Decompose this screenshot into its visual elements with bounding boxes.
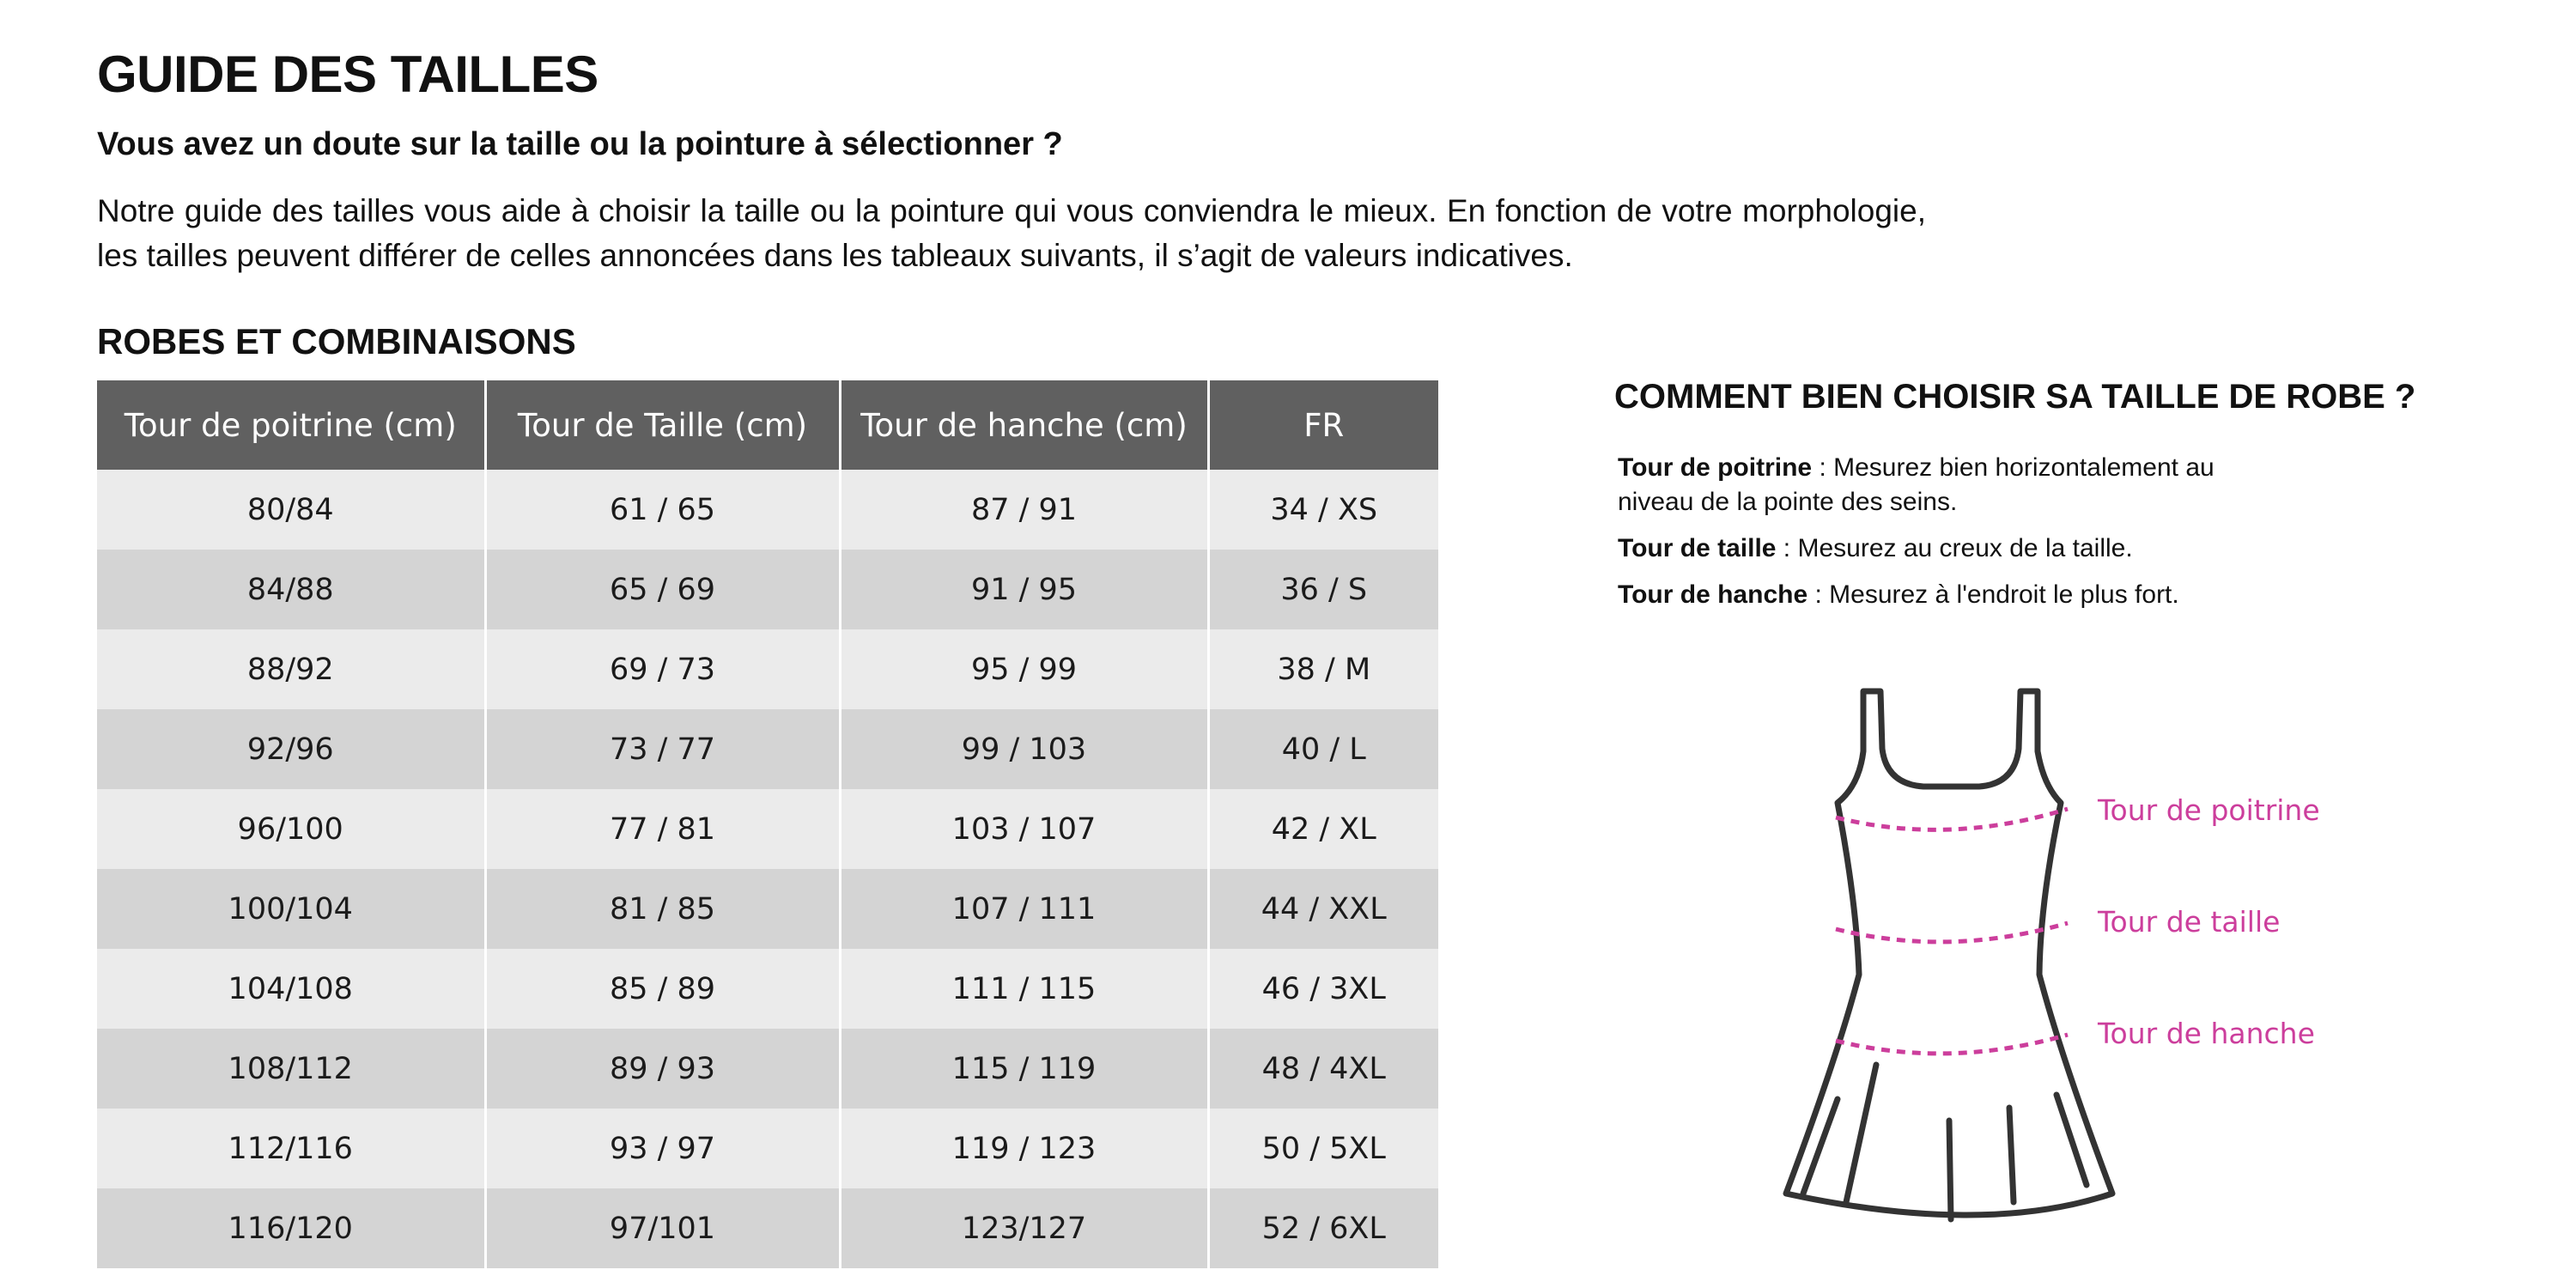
- cell-fr-size: 36 / S: [1208, 550, 1438, 629]
- cell-waist: 73 / 77: [485, 709, 840, 789]
- measurement-tips: [1618, 451, 2270, 624]
- tip-text: : Mesurez à l'endroit le plus fort.: [1807, 580, 2179, 609]
- cell-fr-size: 52 / 6XL: [1208, 1188, 1438, 1268]
- column-header-fr: FR: [1208, 380, 1438, 470]
- cell-hip: 115 / 119: [840, 1029, 1208, 1109]
- cell-chest: 116/120: [97, 1188, 485, 1268]
- dress-illustration: [1752, 670, 2387, 1236]
- cell-fr-size: 40 / L: [1208, 709, 1438, 789]
- cell-hip: 87 / 91: [840, 470, 1208, 550]
- intro-paragraph: Notre guide des tailles vous aide à choisir la taille ou la pointure qui vous conviendra le mieux. En fonction de votre morphologie, les tailles peuvent différer de celles annoncées dans les tableaux suivants, il s’agit de valeurs indicatives.: [97, 193, 1926, 273]
- cell-chest: 96/100: [97, 789, 485, 869]
- tip-text: : Mesurez au creux de la taille.: [1776, 534, 2133, 562]
- cell-waist: 93 / 97: [485, 1109, 840, 1188]
- cell-hip: 119 / 123: [840, 1109, 1208, 1188]
- cell-chest: 108/112: [97, 1029, 485, 1109]
- cell-hip: 123/127: [840, 1188, 1208, 1268]
- hip-measure-line: [1836, 1035, 2068, 1054]
- table-row: [97, 789, 1438, 869]
- cell-waist: 69 / 73: [485, 629, 840, 709]
- page-title: GUIDE DES TAILLES: [97, 46, 598, 103]
- table-row: [97, 869, 1438, 949]
- cell-hip: 103 / 107: [840, 789, 1208, 869]
- cell-chest: 92/96: [97, 709, 485, 789]
- cell-chest: 80/84: [97, 470, 485, 550]
- table-row: [97, 470, 1438, 550]
- cell-chest: 84/88: [97, 550, 485, 629]
- cell-hip: 95 / 99: [840, 629, 1208, 709]
- table-row: [97, 1188, 1438, 1268]
- cell-chest: 112/116: [97, 1109, 485, 1188]
- page-subtitle: Vous avez un doute sur la taille ou la pointure à sélectionner ?: [97, 126, 1063, 162]
- cell-fr-size: 34 / XS: [1208, 470, 1438, 550]
- label-waist: Tour de taille: [2098, 905, 2281, 939]
- measure-lines: [1836, 809, 2068, 1054]
- cell-fr-size: 50 / 5XL: [1208, 1109, 1438, 1188]
- cell-chest: 104/108: [97, 949, 485, 1029]
- cell-waist: 65 / 69: [485, 550, 840, 629]
- table-row: [97, 709, 1438, 789]
- tip-term: Tour de poitrine: [1618, 453, 1813, 482]
- howto-title: COMMENT BIEN CHOISIR SA TAILLE DE ROBE ?: [1614, 378, 2416, 416]
- cell-waist: 97/101: [485, 1188, 840, 1268]
- cell-waist: 77 / 81: [485, 789, 840, 869]
- cell-chest: 100/104: [97, 869, 485, 949]
- waist-measure-line: [1836, 923, 2068, 942]
- table-row: [97, 1109, 1438, 1188]
- table-header-row: [97, 380, 1438, 470]
- chest-measure-line: [1836, 809, 2068, 829]
- table-row: [97, 629, 1438, 709]
- cell-chest: 88/92: [97, 629, 485, 709]
- size-table: [97, 380, 1438, 1268]
- dress-outline: [1786, 691, 2112, 1219]
- tip-chest: [1618, 451, 2270, 519]
- cell-hip: 91 / 95: [840, 550, 1208, 629]
- column-header-hip: Tour de hanche (cm): [840, 380, 1208, 470]
- cell-fr-size: 44 / XXL: [1208, 869, 1438, 949]
- cell-fr-size: 42 / XL: [1208, 789, 1438, 869]
- section-title: ROBES ET COMBINAISONS: [97, 321, 576, 361]
- tip-text: : Mesurez bien horizontalement au niveau de la pointe des seins.: [1618, 453, 2215, 516]
- column-header-waist: Tour de Taille (cm): [485, 380, 840, 470]
- table-row: [97, 1029, 1438, 1109]
- cell-hip: 107 / 111: [840, 869, 1208, 949]
- cell-waist: 61 / 65: [485, 470, 840, 550]
- tip-waist: [1618, 532, 2270, 566]
- cell-hip: 111 / 115: [840, 949, 1208, 1029]
- table-row: [97, 949, 1438, 1029]
- tip-hip: [1618, 578, 2270, 612]
- column-header-chest: Tour de poitrine (cm): [97, 380, 485, 470]
- tip-term: Tour de taille: [1618, 534, 1777, 562]
- label-chest: Tour de poitrine: [2098, 793, 2320, 827]
- cell-waist: 85 / 89: [485, 949, 840, 1029]
- tip-term: Tour de hanche: [1618, 580, 1808, 609]
- cell-fr-size: 46 / 3XL: [1208, 949, 1438, 1029]
- cell-waist: 89 / 93: [485, 1029, 840, 1109]
- label-hip: Tour de hanche: [2098, 1017, 2315, 1050]
- cell-hip: 99 / 103: [840, 709, 1208, 789]
- cell-waist: 81 / 85: [485, 869, 840, 949]
- cell-fr-size: 48 / 4XL: [1208, 1029, 1438, 1109]
- table-row: [97, 550, 1438, 629]
- cell-fr-size: 38 / M: [1208, 629, 1438, 709]
